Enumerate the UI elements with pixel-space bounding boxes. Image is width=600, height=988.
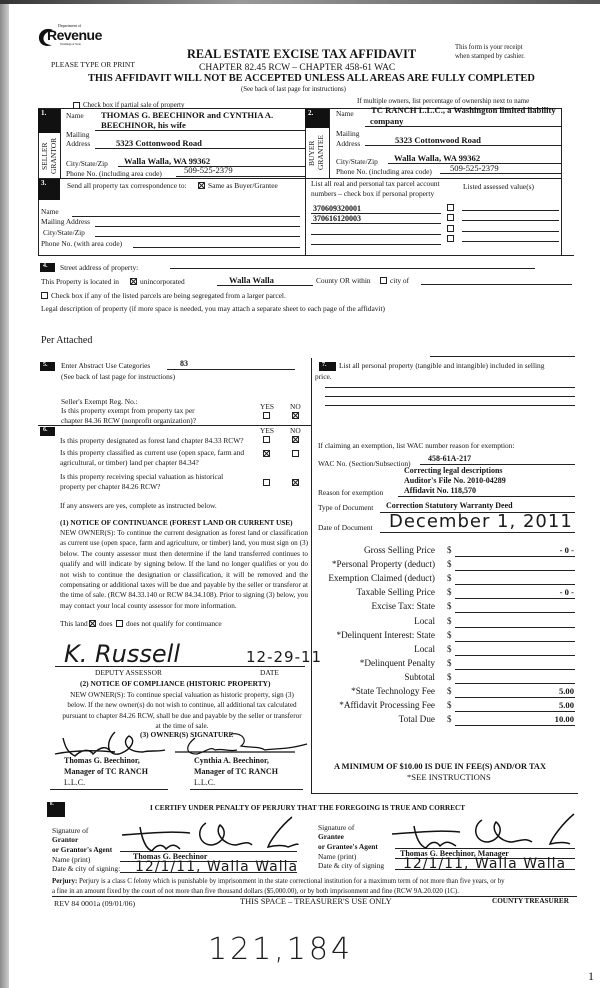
- section-6-number: 6.: [40, 427, 55, 436]
- tax-row-field[interactable]: [455, 725, 575, 726]
- grantee-date-city: 12/1/11, Walla Walla: [403, 856, 567, 872]
- grantor-sig-label-3: or Grantor's Agent: [52, 845, 113, 854]
- does-qualify-checkbox[interactable]: [89, 620, 96, 627]
- seller-city-label: City/State/Zip: [66, 159, 108, 168]
- city-of-label: city of: [390, 276, 410, 285]
- tax-row-field[interactable]: [455, 627, 575, 628]
- county-line: [217, 285, 313, 286]
- assessed-value-2[interactable]: [462, 220, 559, 221]
- seller-phone-line: [176, 176, 305, 177]
- seller-city: Walla Walla, WA 99362: [124, 156, 211, 166]
- buyer-inner-border: [329, 108, 330, 178]
- exempt-yes-checkbox[interactable]: [263, 412, 270, 419]
- seller-phone-label: Phone No. (including area code): [66, 169, 162, 178]
- doc-date-value: December 1, 2011: [389, 511, 573, 532]
- chapter-line: CHAPTER 82.45 RCW – CHAPTER 458-61 WAC: [199, 63, 396, 73]
- logo-revenue: Revenue: [47, 27, 102, 43]
- box-row-divider: [38, 178, 561, 179]
- owner2-line: [190, 789, 303, 790]
- abstract-use-line: [167, 369, 295, 370]
- multiple-owners-note: If multiple owners, list percentage of ownership next to name: [357, 97, 530, 105]
- scan-edge: [0, 0, 9, 988]
- city-field[interactable]: [421, 284, 572, 285]
- buyer-address: 5323 Cottonwood Road: [395, 135, 481, 145]
- located-label: This Property is located in: [41, 277, 119, 286]
- parcel-2: 370616120003: [313, 214, 361, 223]
- tax-row-field[interactable]: [455, 697, 575, 698]
- seller-mailing-label-2: Address: [66, 139, 91, 148]
- receipt-note-1: This form is your receipt: [455, 44, 523, 51]
- wac-value: 458-61A-217: [428, 454, 472, 463]
- s3-name-field[interactable]: [72, 216, 300, 217]
- dor-logo: [36, 23, 102, 49]
- owner1-line-1: Thomas G. Beechinor,: [64, 756, 140, 765]
- personal-property-field-2[interactable]: [325, 396, 575, 397]
- tax-row-field[interactable]: [455, 683, 575, 684]
- owner1-line-2: Manager of TC RANCH: [64, 767, 148, 776]
- buyer-phone-line: [440, 173, 561, 174]
- this-land-label: This land: [60, 619, 88, 628]
- owner2-line-1: Cynthia A. Beechinor,: [194, 756, 269, 765]
- legal-description-label: Legal description of property (if more space is needed, you may attach a separate sheet to each page of the affidavit): [41, 304, 385, 313]
- receipt-note-2: when stamped by cashier.: [455, 53, 525, 60]
- seller-side-label: [40, 135, 58, 177]
- notice-compliance-body: NEW OWNER(S): To continue special valuation as historic property, sign (3) below. If the new owner(s) do not wish to continue, all additional tax calculated pursuant to chapter 84.26 RCW, shall be due and payable by the seller or transferor at the time of sale.: [62, 691, 302, 731]
- seller-name-line: [95, 130, 305, 131]
- page-mark: 1: [588, 969, 594, 983]
- reason-label: Reason for exemption: [318, 488, 384, 497]
- seller-address-line: [95, 148, 305, 149]
- historic-question-2: property per chapter 84.26 RCW?: [60, 482, 161, 491]
- unincorporated-label: unincorporated: [140, 277, 185, 286]
- section4-bottom-line: [430, 356, 575, 357]
- abstract-use-value: 83: [180, 359, 188, 368]
- assessed-value-3[interactable]: [462, 231, 559, 232]
- buyer-side-label: [307, 130, 327, 176]
- currency-symbol: $: [447, 643, 452, 654]
- tax-row-label: Total Due: [398, 714, 435, 725]
- parcel-line-2: [311, 223, 441, 224]
- certify-statement: I CERTIFY UNDER PENALTY OF PERJURY THAT THE FOREGOING IS TRUE AND CORRECT: [150, 804, 465, 812]
- perjury-text-1: Perjury is a class C felony which is punishable by imprisonment in the state correctional institution for a maximum term of not more than five years, or by: [79, 878, 505, 885]
- reason-line-2: Auditor's File No. 2010-04289: [404, 476, 506, 485]
- personal-property-field-3[interactable]: [325, 405, 575, 406]
- exempt-q-2: chapter 84.36 RCW (nonprofit organization)?: [61, 416, 196, 425]
- exempt-no-checkbox[interactable]: [292, 412, 299, 419]
- grantor-label: GRANTOR: [49, 137, 58, 175]
- buyer-address-line: [365, 145, 561, 146]
- doc-date-line: [380, 532, 575, 533]
- does-not-qualify-checkbox[interactable]: [116, 620, 123, 627]
- s3-city-label: City/State/Zip: [43, 228, 85, 237]
- personal-property-field-1[interactable]: [325, 387, 575, 388]
- buyer-city-label: City/State/Zip: [336, 157, 378, 166]
- box-divider: [305, 108, 306, 255]
- buyer-phone-label: Phone No. (including area code): [336, 167, 432, 176]
- owner2-line-3: L.L.C.: [194, 778, 216, 787]
- personal-property-checkbox-1[interactable]: [447, 204, 454, 211]
- tax-row-value: 5.00: [558, 700, 574, 711]
- seller-inner-border: [60, 108, 61, 178]
- grantor-name: Thomas G. Beechinor: [133, 852, 208, 861]
- buyer-name-label: Name: [336, 109, 354, 118]
- s6-no-header: NO: [290, 426, 301, 435]
- historic-question-1: Is this property receiving special valuation as historical: [60, 472, 224, 481]
- section7-bottom: [311, 793, 578, 794]
- parcel-header-1: List all real and personal tax parcel account: [311, 179, 440, 188]
- s3-mailing-label: Mailing Address: [41, 217, 91, 226]
- owner2-line-2: Manager of TC RANCH: [194, 767, 278, 776]
- parcel-1: 370609320001: [313, 204, 361, 213]
- grantee-date-label: Date & city of signing: [318, 861, 385, 870]
- assessor-signature-line: [55, 666, 305, 667]
- tax-row-field[interactable]: [455, 584, 575, 585]
- buyer-phone: 509-525-2379: [450, 163, 499, 173]
- current-use-question-1: Is this property classified as current use (open space, farm and: [60, 448, 245, 457]
- section-4-number: 4.: [40, 263, 55, 272]
- scan-top-edge: [0, 0, 600, 4]
- grantee-sig-label-3: or Grantee's Agent: [318, 842, 378, 851]
- tax-row-label: *Personal Property (deduct): [331, 559, 435, 570]
- owner1-line-3: L.L.C.: [64, 778, 86, 787]
- if-yes-note: If any answers are yes, complete as instructed below.: [60, 501, 217, 510]
- buyer-name-2: company: [370, 116, 404, 126]
- tax-row-value: - 0 -: [559, 587, 574, 598]
- reason-line-1: Correcting legal descriptions: [404, 466, 503, 475]
- tax-row-field[interactable]: [455, 612, 575, 613]
- tax-row-value: 5.00: [558, 686, 574, 696]
- exempt-no-header: NO: [290, 402, 301, 411]
- buyer-mailing-label-2: Address: [336, 139, 361, 148]
- same-as-buyer-label: Same as Buyer/Grantee: [208, 181, 278, 190]
- personal-property-label-2: price.: [315, 372, 332, 381]
- personal-property-label-1: List all personal property (tangible and intangible) included in selling: [339, 361, 545, 370]
- tax-row-label: Subtotal: [404, 671, 435, 682]
- buyer-label: BUYER: [307, 140, 316, 166]
- see-instructions: *SEE INSTRUCTIONS: [407, 772, 491, 782]
- current-use-question-2: agricultural, or timber) land per chapter 84.34?: [60, 458, 199, 467]
- seller-name-1: THOMAS G. BEECHINOR and CYNTHIA A.: [101, 110, 274, 120]
- form-title: REAL ESTATE EXCISE TAX AFFIDAVIT: [187, 47, 417, 61]
- exempt-reg-label: Seller's Exempt Reg. No.:: [61, 397, 138, 406]
- treasurer-use-only: THIS SPACE – TREASURER'S USE ONLY: [240, 897, 392, 906]
- send-correspondence-label: Send all property tax correspondence to:: [67, 181, 187, 190]
- tax-row-label: Exemption Claimed (deduct): [328, 573, 435, 584]
- partial-sale-label: Check box if partial sale of property: [83, 101, 185, 109]
- tax-row-field[interactable]: [455, 641, 575, 642]
- currency-symbol: $: [447, 700, 452, 711]
- s3-name-label: Name: [41, 207, 59, 216]
- seller-mailing-label-1: Mailing: [66, 130, 90, 139]
- personal-property-checkbox-3[interactable]: [447, 225, 454, 232]
- buyer-name-1: TC RANCH L.L.C., a Washington limited liability: [371, 105, 556, 115]
- grantee-label: GRANTEE: [316, 135, 325, 171]
- wac-line: [420, 464, 575, 465]
- tax-row-field[interactable]: [455, 655, 575, 656]
- box-bottom: [38, 255, 574, 256]
- seller-name-label: Name: [66, 111, 84, 120]
- s3-city-field[interactable]: [95, 236, 300, 237]
- section-1-number: 1.: [38, 109, 60, 133]
- perjury-line-1: [52, 878, 505, 886]
- parcel-line-1: [311, 213, 441, 214]
- street-address-label: Street address of property:: [60, 263, 139, 272]
- s3-phone-label: Phone No. (with area code): [41, 239, 123, 248]
- grantee-sig-label-2: Grantee: [318, 832, 344, 841]
- tax-row-field[interactable]: [455, 669, 575, 670]
- handwritten-number: 121,184: [208, 932, 354, 967]
- legal-description-value: Per Attached: [41, 335, 93, 346]
- seller-name-2: BEECHINOR, his wife: [101, 120, 186, 130]
- owner-signature-label: (3) OWNER(S) SIGNATURE: [140, 730, 234, 739]
- tax-row-label: *Delinquent Penalty: [359, 657, 435, 668]
- section-5-number: 5.: [40, 362, 55, 371]
- grantee-sig-label-1: Signature of: [318, 823, 355, 832]
- doc-type-value: Correction Statutory Warranty Deed: [386, 501, 513, 510]
- grantor-date-line: [120, 872, 297, 873]
- tax-row-label: *State Technology Fee: [351, 686, 435, 696]
- county-value: Walla Walla: [229, 275, 274, 285]
- warning-line: THIS AFFIDAVIT WILL NOT BE ACCEPTED UNLESS ALL AREAS ARE FULLY COMPLETED: [88, 73, 535, 84]
- tax-row-field[interactable]: [455, 570, 575, 571]
- tax-row-label: *Affidavit Processing Fee: [339, 700, 435, 711]
- grantee-date-line: [395, 869, 575, 870]
- segregated-checkbox[interactable]: [41, 292, 48, 299]
- currency-symbol: $: [447, 714, 452, 725]
- assessed-value-1[interactable]: [462, 210, 559, 211]
- forest-land-question: Is this property designated as forest land chapter 84.33 RCW?: [60, 436, 244, 445]
- tax-row-label: Taxable Selling Price: [356, 587, 435, 598]
- county-or-label: County OR within: [316, 276, 371, 285]
- box-right: [561, 108, 562, 255]
- currency-symbol: $: [447, 657, 452, 668]
- buyer-mailing-label-1: Mailing: [336, 129, 360, 138]
- historic-no-checkbox[interactable]: [292, 479, 299, 486]
- notice-compliance-title: (2) NOTICE OF COMPLIANCE (HISTORIC PROPERTY): [80, 679, 271, 688]
- exempt-q-1: Is this property exempt from property tax per: [61, 406, 195, 415]
- tax-row-label: *Delinquent Interest: State: [336, 629, 435, 640]
- city-checkbox[interactable]: [380, 277, 387, 284]
- please-type: PLEASE TYPE OR PRINT: [51, 60, 135, 69]
- seller-address: 5323 Cottonwood Road: [116, 138, 202, 148]
- exemption-label: If claiming an exemption, list WAC number reason for exemption:: [318, 441, 515, 450]
- buyer-name-line: [365, 126, 561, 127]
- parcel-line-4: [311, 244, 441, 245]
- parcel-line-3: [311, 234, 441, 235]
- assessed-header: Listed assessed value(s): [463, 182, 535, 191]
- forest-no-checkbox[interactable]: [292, 436, 299, 443]
- currency-symbol: $: [447, 615, 452, 626]
- tax-row-label: Gross Selling Price: [364, 545, 435, 555]
- grantee-name-label: Name (print): [318, 852, 357, 861]
- grantor-name-label: Name (print): [52, 855, 91, 864]
- grantor-sig-label-2: Grantor: [52, 835, 79, 844]
- s3-phone-field[interactable]: [133, 247, 300, 248]
- assessor-signature: K. Russell: [64, 640, 180, 668]
- parcel-header-2: numbers – check box if personal property: [311, 189, 435, 198]
- segregated-label: Check box if any of the listed parcels are being segregated from a larger parcel.: [51, 291, 286, 300]
- reason-line: [398, 496, 575, 497]
- seller-label: SELLER: [40, 142, 49, 170]
- doc-date-label: Date of Document: [318, 523, 373, 532]
- section-2-number: 2.: [305, 109, 329, 128]
- tax-row-label: Local: [414, 615, 435, 626]
- currency-symbol: $: [447, 629, 452, 640]
- current-use-yes-checkbox[interactable]: [263, 450, 270, 457]
- personal-property-checkbox-2[interactable]: [447, 214, 454, 221]
- buyer-city: Walla Walla, WA 99362: [394, 153, 481, 163]
- street-address-field[interactable]: [170, 268, 535, 269]
- currency-symbol: $: [447, 559, 452, 570]
- tax-row-label: Excise Tax: State: [371, 601, 435, 612]
- grantor-date-label: Date & city of signing:: [52, 864, 121, 873]
- doc-type-label: Type of Document: [318, 503, 374, 512]
- wac-label: WAC No. (Section/Subsection): [318, 459, 411, 468]
- tax-row-value: - 0 -: [559, 545, 574, 555]
- perjury-bold: Perjury:: [52, 878, 78, 885]
- notice-continuance-body: NEW OWNER(S): To continue the current designation as forest land or classification as current use (open space, farm and agriculture, or timber) land, you must sign on (3) below. The county assessor must then determine if the land transferred continues to qualify and will indicate by signing below. If the land no longer qualifies or you do not wish to continue the designation or classification, it will be removed and the compensating or additional taxes will be due and payable by the seller or transferor at the time of sale. (RCW 84.33.140 or RCW 84.34.108). Prior to signing (3) below, you may contact your local county assessor for more information.: [60, 529, 308, 610]
- county-treasurer: COUNTY TREASURER: [492, 897, 569, 905]
- forest-yes-checkbox[interactable]: [263, 436, 270, 443]
- currency-symbol: $: [447, 671, 452, 682]
- personal-property-checkbox-4[interactable]: [447, 235, 454, 242]
- unincorporated-checkbox[interactable]: [130, 278, 137, 285]
- tax-row-value: 10.00: [554, 714, 574, 725]
- grantee-name: Thomas G. Beechinor, Manager: [400, 849, 509, 858]
- tax-row-field[interactable]: [455, 556, 575, 557]
- currency-symbol: $: [447, 587, 452, 598]
- same-as-buyer-checkbox[interactable]: [198, 182, 205, 189]
- abstract-use-label: Enter Abstract Use Categories: [61, 361, 151, 370]
- deputy-assessor-label: DEPUTY ASSESSOR: [95, 668, 162, 677]
- form-revision: REV 84 0001a (09/01/06): [54, 899, 136, 908]
- currency-symbol: $: [447, 573, 452, 584]
- section-8-number: 8.: [47, 802, 65, 817]
- currency-symbol: $: [447, 545, 452, 555]
- section-3-number: 3.: [38, 179, 60, 200]
- s3-mailing-field[interactable]: [95, 226, 300, 227]
- assessed-value-4[interactable]: [462, 241, 559, 242]
- does-not-label: does not qualify for continuance: [126, 619, 222, 628]
- currency-symbol: $: [447, 601, 452, 612]
- section-7-number: 7.: [319, 362, 336, 371]
- see-back: (See back of last page for instructions): [241, 86, 346, 93]
- tax-row-field[interactable]: [455, 598, 575, 599]
- grantor-date-city: 12/1/11, Walla Walla: [135, 859, 299, 875]
- current-use-no-checkbox[interactable]: [292, 450, 299, 457]
- s6-yes-header: YES: [260, 426, 274, 435]
- seller-phone: 509-525-2379: [184, 165, 233, 175]
- historic-yes-checkbox[interactable]: [263, 479, 270, 486]
- exempt-yes-header: YES: [260, 402, 274, 411]
- reason-line-3: Affidavit No. 118,570: [404, 486, 476, 495]
- notice-continuance-title: (1) NOTICE OF CONTINUANCE (FOREST LAND OR CURRENT USE): [60, 518, 293, 527]
- logo-state: Washington State: [60, 42, 82, 46]
- assessor-date: 12-29-11: [246, 648, 323, 666]
- assessor-date-label: DATE: [260, 668, 279, 677]
- tax-row-label: Local: [414, 643, 435, 654]
- does-label: does: [99, 619, 113, 628]
- grantor-sig-label-1: Signature of: [52, 826, 89, 835]
- currency-symbol: $: [447, 686, 452, 696]
- abstract-see-back: (See back of last page for instructions): [61, 372, 176, 381]
- logo-dept: Department of: [58, 23, 82, 28]
- perjury-line-2: a fine in an amount fixed by the court of not more than five thousand dollars ($5,000.00), or by both imprisonment and fine (RCW 9A.20.020 (1C).: [52, 888, 459, 895]
- minimum-due-note: A MINIMUM OF $10.00 IS DUE IN FEE(S) AND/OR TAX: [334, 762, 547, 771]
- owner1-line: [50, 789, 168, 790]
- tax-row-field[interactable]: [455, 711, 575, 712]
